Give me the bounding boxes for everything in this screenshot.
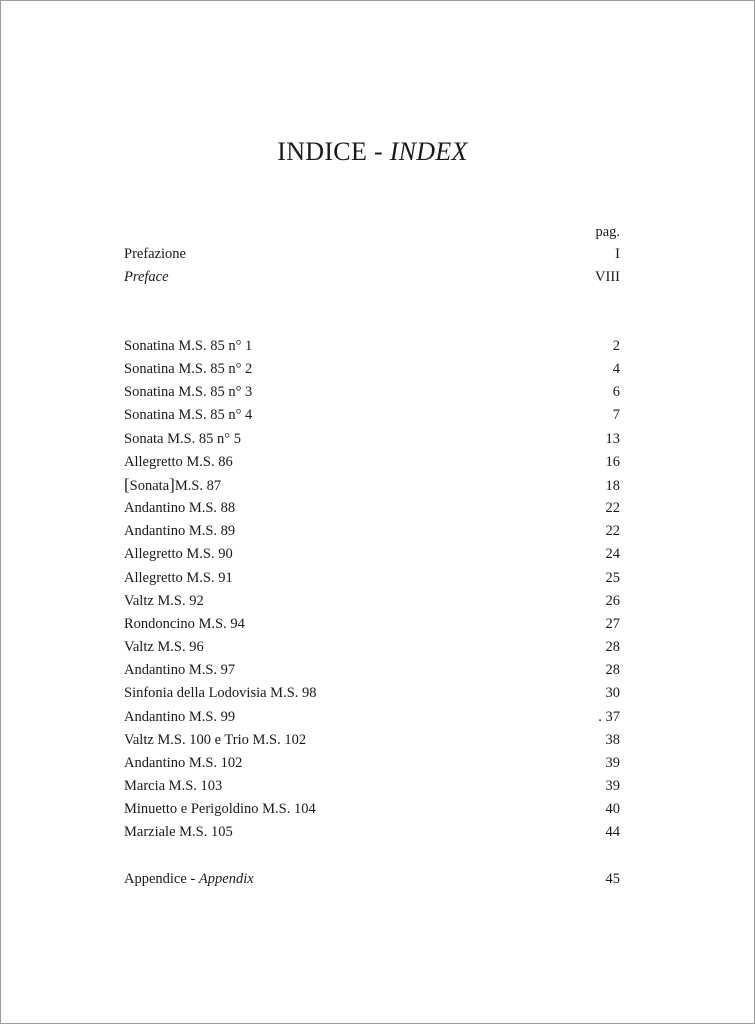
entry-page: 13 xyxy=(605,431,620,447)
index-row xyxy=(124,451,620,473)
title-separator: - xyxy=(367,137,390,166)
appendix-row xyxy=(124,868,620,890)
entry-label-bracketed: [Sonata]M.S. 87 xyxy=(124,475,222,494)
pag-label: pag. xyxy=(595,224,620,240)
index-row xyxy=(124,682,620,704)
entry-page: 44 xyxy=(605,824,620,840)
entry-page: VIII xyxy=(595,269,620,285)
title-italic: INDEX xyxy=(389,137,468,166)
index-row xyxy=(124,752,620,774)
entry-label: M.S. 87 xyxy=(174,478,222,494)
entry-label: Rondoncino M.S. 94 xyxy=(124,616,245,632)
pag-header-row xyxy=(124,221,620,243)
entry-label: Minuetto e Perigoldino M.S. 104 xyxy=(124,801,316,817)
entry-page: 40 xyxy=(605,801,620,817)
entry-label: Sinfonia della Lodovisia M.S. 98 xyxy=(124,685,317,701)
entry-label: Andantino M.S. 97 xyxy=(124,662,236,678)
entry-label: Marziale M.S. 105 xyxy=(124,824,233,840)
entry-label: Andantino M.S. 88 xyxy=(124,500,236,516)
entry-label: Sonata M.S. 85 n° 5 xyxy=(124,431,241,447)
index-row xyxy=(124,729,620,751)
entry-page: 22 xyxy=(605,523,620,539)
index-row xyxy=(124,613,620,635)
appendix-label-main: Appendice xyxy=(124,871,187,887)
title-main: INDICE xyxy=(277,137,368,166)
entry-page: 25 xyxy=(605,570,620,586)
entry-page: 26 xyxy=(605,593,620,609)
entry-label: Prefazione xyxy=(124,246,186,262)
entry-label: Valtz M.S. 96 xyxy=(124,639,204,655)
entry-page: 2 xyxy=(612,338,620,354)
entry-label: Andantino M.S. 99 xyxy=(124,709,236,725)
index-row xyxy=(124,659,620,681)
entry-page: 22 xyxy=(605,500,620,516)
index-row xyxy=(124,567,620,589)
index-row xyxy=(124,381,620,403)
entry-label: Sonatina M.S. 85 n° 3 xyxy=(124,384,253,400)
entry-page: 7 xyxy=(612,407,620,423)
appendix-separator: - xyxy=(186,871,199,887)
entry-page: 27 xyxy=(605,616,620,632)
entry-page: I xyxy=(615,246,620,262)
index-row xyxy=(124,798,620,820)
appendix-label xyxy=(124,868,254,890)
front-row xyxy=(124,243,620,265)
entry-page: 18 xyxy=(605,478,620,494)
index-row xyxy=(124,821,620,843)
index-row xyxy=(124,497,620,519)
index-row xyxy=(124,358,620,380)
entry-label: Preface xyxy=(124,269,169,285)
entry-label: Andantino M.S. 102 xyxy=(124,755,243,771)
index-row xyxy=(124,520,620,542)
entry-page: . 37 xyxy=(598,709,620,725)
entry-label: Allegretto M.S. 86 xyxy=(124,454,233,470)
index-row xyxy=(124,590,620,612)
entry-page: 16 xyxy=(605,454,620,470)
entry-label: Sonatina M.S. 85 n° 2 xyxy=(124,361,253,377)
index-row xyxy=(124,775,620,797)
index-row xyxy=(124,428,620,450)
index-row xyxy=(124,543,620,565)
index-row xyxy=(124,706,620,728)
entry-label: Sonatina M.S. 85 n° 4 xyxy=(124,407,253,423)
entry-label: Marcia M.S. 103 xyxy=(124,778,223,794)
entry-page: 38 xyxy=(605,732,620,748)
entry-page: 6 xyxy=(612,384,620,400)
entry-page: 28 xyxy=(605,662,620,678)
entry-label: Allegretto M.S. 90 xyxy=(124,546,233,562)
entry-label: Allegretto M.S. 91 xyxy=(124,570,233,586)
index-row xyxy=(124,335,620,357)
appendix-page: 45 xyxy=(605,871,620,887)
entry-page: 39 xyxy=(605,755,620,771)
entry-page: 39 xyxy=(605,778,620,794)
index-row xyxy=(124,404,620,426)
entry-label: Valtz M.S. 92 xyxy=(124,593,204,609)
entry-label: Andantino M.S. 89 xyxy=(124,523,236,539)
front-row xyxy=(124,266,620,288)
appendix-label-italic: Appendix xyxy=(198,871,254,887)
index-row xyxy=(124,636,620,658)
entry-label: Sonatina M.S. 85 n° 1 xyxy=(124,338,253,354)
entry-page: 24 xyxy=(605,546,620,562)
entry-page: 30 xyxy=(605,685,620,701)
entry-label: Valtz M.S. 100 e Trio M.S. 102 xyxy=(124,732,307,748)
bracketed-title: Sonata xyxy=(129,478,170,494)
entry-page: 28 xyxy=(605,639,620,655)
index-row xyxy=(124,474,620,496)
entry-page: 4 xyxy=(612,361,620,377)
page-title xyxy=(1,137,744,167)
